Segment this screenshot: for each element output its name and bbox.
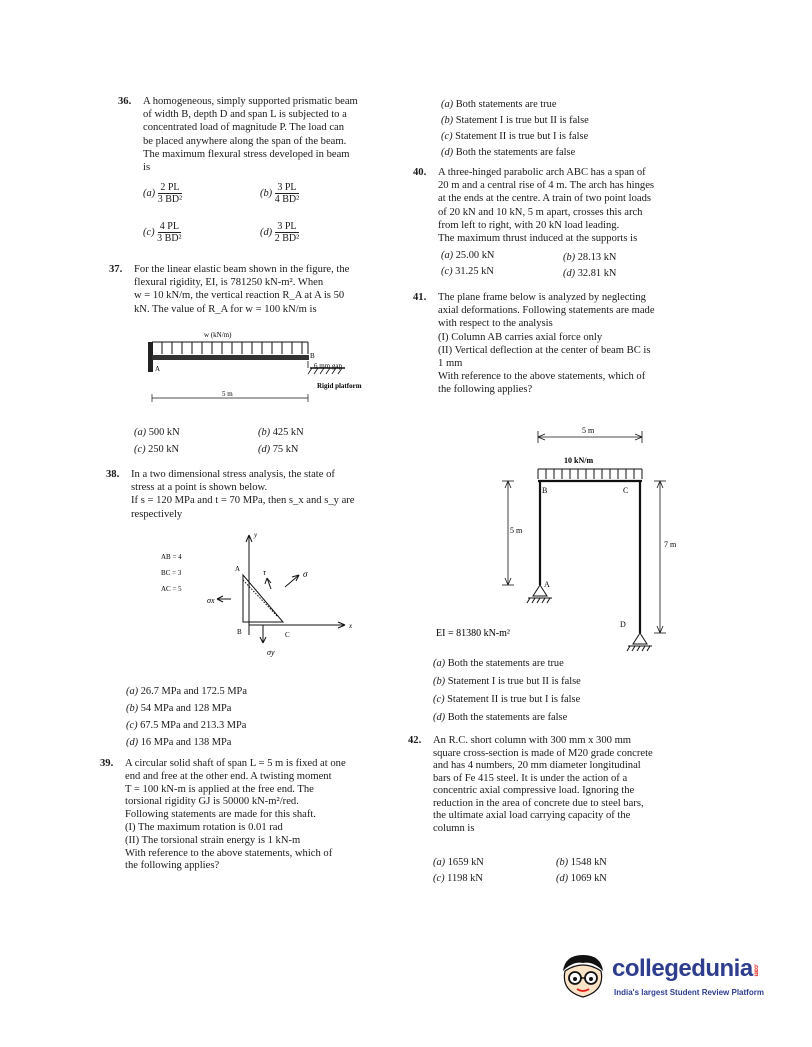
q38-option-d[interactable]: (d) 16 MPa and 138 MPa	[126, 737, 232, 748]
point-c-label: C	[623, 486, 629, 495]
question-number: 38.	[106, 469, 120, 480]
q36-text-line: be placed anywhere along the span of the beam.	[143, 135, 347, 147]
formula: $\frac{3 PL}{\text{4 BD²}}$	[274, 182, 300, 205]
q42-text-line: concentric axial compressive load. Ignoring the	[433, 785, 635, 796]
q42-text-line: and has 4 numbers, 20 mm diameter longitudinal	[433, 760, 641, 771]
load-label: 10 kN/m	[564, 456, 594, 465]
q36-text-line: A homogeneous, simply supported prismatic beam	[143, 96, 358, 107]
sigma-y-label: σy	[267, 648, 275, 657]
q39-option-d[interactable]: (d) Both the statements are false	[441, 147, 576, 158]
q42-text-line: An R.C. short column with 300 mm x 300 mm	[433, 735, 632, 746]
q40-text-line: A three-hinged parabolic arch ABC has a span of	[438, 167, 646, 178]
brand-suffix: .com	[752, 963, 759, 976]
q40-text-line: of 20 kN and 10 kN, 5 m apart, crosses this arch	[438, 206, 643, 218]
q39-text-line: (II) The torsional strain energy is 1 kN-m	[125, 834, 301, 846]
point-c-label: C	[285, 631, 290, 639]
q38-option-b[interactable]: (b) 54 MPa and 128 MPa	[126, 703, 232, 714]
q41-text-line: (I) Column AB carries axial force only	[438, 331, 603, 343]
q41-option-b[interactable]: (b) Statement I is true but II is false	[433, 676, 581, 687]
q36-text-line: of width B, depth D and span L is subjected to a	[143, 109, 347, 121]
q39-text-line: T = 100 kN-m is applied at the free end. The	[125, 783, 314, 795]
q42-option-d[interactable]: (d) 1069 kN	[556, 873, 607, 884]
sigma-label: σ	[303, 569, 308, 579]
q39-text-line: (I) The maximum rotation is 0.01 rad	[125, 821, 283, 833]
q41-option-a[interactable]: (a) Both the statements are true	[433, 658, 564, 669]
stress-element-figure	[155, 525, 365, 670]
q41-text-line: axial deformations. Following statements are made	[438, 305, 655, 317]
sigma-x-label: σx	[207, 596, 215, 605]
question-37	[109, 263, 399, 316]
beam-figure	[140, 328, 390, 413]
q37-text-line: For the linear elastic beam shown in the figure, the	[134, 264, 350, 275]
q42-option-a[interactable]: (a) 1659 kN	[433, 857, 484, 868]
platform-label: Rigid platform	[317, 382, 362, 390]
collegedunia-mascot-icon	[553, 951, 611, 1003]
q39-text-line: torsional rigidity GJ is 50000 kN-m²/red.	[125, 796, 299, 808]
q42-text-line: column is	[433, 822, 475, 834]
q36-option-c[interactable]: (c) $\frac{4 PL}{\text{3 BD²}}$	[143, 221, 182, 244]
span-label: 5 m	[222, 390, 233, 398]
q38-text-line: If s = 120 MPa and t = 70 MPa, then s_x and s_y are	[131, 495, 355, 507]
q37-text-line: kN. The value of R_A for w = 100 kN/m is	[134, 303, 317, 315]
q37-text-line: flexural rigidity, EI, is 781250 kN-m². When	[134, 277, 324, 289]
q38-option-a[interactable]: (a) 26.7 MPa and 172.5 MPa	[126, 686, 247, 697]
q42-option-c[interactable]: (c) 1198 kN	[433, 873, 483, 884]
point-b-label: B	[310, 352, 315, 360]
q42-text-line: bars of Fe 415 steel. It is under the action of a	[433, 772, 628, 784]
question-number: 41.	[413, 292, 427, 303]
gap-label: 6 mm gap	[314, 362, 342, 370]
question-number: 39.	[100, 758, 114, 769]
q41-text-line: (II) Vertical deflection at the center of beam BC is	[438, 344, 651, 356]
q38-text-line: respectively	[131, 508, 183, 520]
cantilever-beam	[152, 355, 309, 360]
y-axis-label: y	[254, 531, 258, 539]
q37-option-b[interactable]: (b) 425 kN	[258, 427, 304, 438]
q40-text-line: at the ends at the centre. A train of two point loads	[438, 193, 651, 205]
question-number: 37.	[109, 264, 123, 275]
q36-text-line: concentrated load of magnitude P. The load can	[143, 122, 345, 134]
brand-name-text: collegedunia	[612, 955, 753, 982]
right-height-label: 7 m	[664, 540, 677, 549]
q41-text-line: 1 mm	[438, 358, 463, 370]
q40-text-line: The maximum thrust induced at the supports is	[438, 233, 638, 245]
point-a-label: A	[155, 365, 161, 373]
point-b-label: B	[542, 486, 548, 495]
q42-option-b[interactable]: (b) 1548 kN	[556, 857, 607, 868]
left-height-label: 5 m	[510, 526, 523, 535]
q37-option-a[interactable]: (a) 500 kN	[134, 427, 180, 438]
q38-option-c[interactable]: (c) 67.5 MPa and 213.3 MPa	[126, 720, 247, 731]
question-38	[106, 468, 399, 521]
question-number: 40.	[413, 167, 427, 178]
q42-text-line: reduction in the area of concrete due to steel bars,	[433, 797, 644, 809]
q38-text-line: In a two dimensional stress analysis, the state of	[131, 469, 335, 480]
bc-length: BC = 3	[161, 569, 182, 577]
q37-option-c[interactable]: (c) 250 kN	[134, 444, 180, 455]
distributed-load	[538, 469, 642, 479]
point-a-label: A	[235, 565, 241, 573]
q40-option-a[interactable]: (a) 25.00 kN	[441, 250, 495, 261]
formula: $\frac{3 PL}{\text{2 BD²}}$	[274, 221, 300, 244]
q40-option-d[interactable]: (d) 32.81 kN	[563, 268, 617, 279]
ab-length: AB = 4	[161, 553, 182, 561]
point-d-label: D	[620, 620, 626, 629]
question-42	[408, 735, 698, 835]
ei-label: EI = 81380 kN-m²	[436, 628, 510, 639]
q41-text-line: with respect to the analysis	[438, 318, 553, 330]
q39-text-line: end and free at the other end. A twisting moment	[125, 770, 332, 782]
frame-figure	[430, 415, 710, 655]
q41-text-line: the following applies?	[438, 384, 533, 396]
question-number: 42.	[408, 735, 422, 746]
q39-option-c[interactable]: (c) Statement II is true but I is false	[441, 131, 589, 142]
q40-option-c[interactable]: (c) 31.25 kN	[441, 266, 494, 277]
point-b-label: B	[237, 628, 242, 636]
q37-text-line: w = 10 kN/m, the vertical reaction R_A at A is 50	[134, 290, 345, 302]
frame-members	[538, 481, 642, 633]
brand-name[interactable]	[612, 955, 759, 983]
x-axis-label: x	[349, 622, 353, 630]
formula: $\frac{2 PL}{\text{3 BD²}}$	[157, 182, 183, 205]
formula: $\frac{4 PL}{\text{3 BD²}}$	[157, 221, 182, 244]
q39-text-line: the following applies?	[125, 860, 220, 872]
q41-option-c[interactable]: (c) Statement II is true but I is false	[433, 694, 581, 705]
question-41	[413, 291, 700, 397]
q41-option-d[interactable]: (d) Both the statements are false	[433, 712, 568, 723]
q42-text-line: square cross-section is made of M20 grade concrete	[433, 747, 653, 759]
q39-option-b[interactable]: (b) Statement I is true but II is false	[441, 115, 589, 126]
q39-option-a[interactable]: (a) Both statements are true	[441, 99, 557, 110]
question-36	[118, 95, 398, 174]
q39-text-line: With reference to the above statements, which of	[125, 847, 333, 859]
q36-text-line: is	[143, 162, 151, 174]
span-label: 5 m	[582, 426, 595, 435]
ac-length: AC = 5	[161, 585, 182, 593]
question-40	[413, 166, 698, 245]
question-39	[100, 758, 397, 873]
q39-text-line: Following statements are made for this shaft.	[125, 809, 316, 821]
load-label: w (kN/m)	[204, 331, 232, 339]
q36-option-d[interactable]: (d) $\frac{3 PL}{\text{2 BD²}}$	[260, 221, 300, 244]
q40-option-b[interactable]: (b) 28.13 kN	[563, 252, 617, 263]
point-a-label: A	[544, 580, 550, 589]
q41-text-line: The plane frame below is analyzed by neglecting	[438, 292, 646, 303]
q40-text-line: 20 m and a central rise of 4 m. The arch has hinges	[438, 180, 655, 192]
q41-text-line: With reference to the above statements, which of	[438, 371, 646, 383]
pin-support-d	[627, 633, 652, 651]
q39-text-line: A circular solid shaft of span L = 5 m is fixed at one	[125, 758, 346, 769]
brand-tagline: India's largest Student Review Platform	[614, 988, 764, 997]
q36-text-line: The maximum flexural stress developed in beam	[143, 148, 350, 160]
q36-option-a[interactable]: (a) $\frac{2 PL}{\text{3 BD²}}$	[143, 182, 183, 205]
question-number: 36.	[118, 96, 132, 107]
q40-text-line: from left to right, with 20 kN load leading.	[438, 219, 620, 231]
tau-label: τ	[263, 568, 266, 577]
q37-option-d[interactable]: (d) 75 kN	[258, 444, 299, 455]
q36-option-b[interactable]: (b) $\frac{3 PL}{\text{4 BD²}}$	[260, 182, 300, 205]
q38-text-line: stress at a point is shown below.	[131, 482, 268, 494]
q42-text-line: the ultimate axial load carrying capacity of the	[433, 810, 631, 821]
